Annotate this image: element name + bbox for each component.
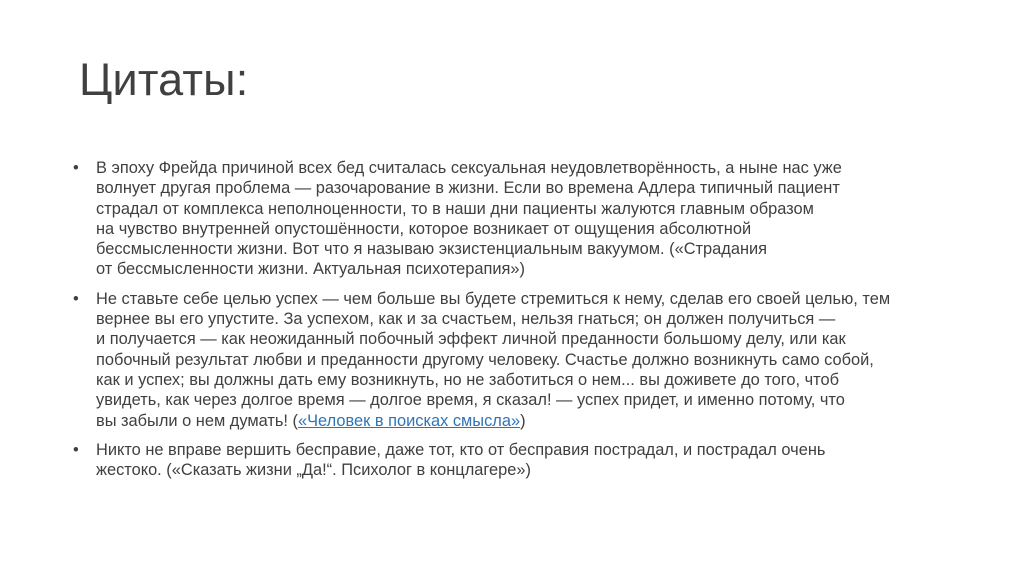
quote-line: Никто не вправе вершить бесправие, даже тот, кто от бесправия пострадал, и пострадал очень (96, 440, 826, 459)
quote-item (73, 289, 963, 431)
bullet-dot: • (73, 159, 79, 177)
quote-line-last (96, 411, 963, 431)
quote-line: жестоко. («Сказать жизни „Да!“. Психолог в концлагере») (96, 461, 531, 480)
quote-line-suffix: ) (520, 411, 526, 430)
quote-line: увидеть, как через долгое время — долгое время, я сказал! — успех придет, и именно потому, что (96, 391, 845, 410)
quote-line: бессмысленности жизни. Вот что я называю экзистенциальным вакуумом. («Страдания (96, 240, 768, 259)
book-link[interactable]: «Человек в поисках смысла» (298, 411, 521, 430)
quote-item (73, 440, 963, 481)
bullet-dot: • (73, 440, 79, 459)
quote-line: от бессмысленности жизни. Актуальная психотерапия») (96, 260, 525, 279)
quote-line: вернее вы его упустите. За успехом, как и за счастьем, нельзя гнаться; он должен получиться — (96, 310, 836, 329)
slide-title: Цитаты: (79, 54, 249, 105)
quote-line: страдал от комплекса неполноценности, то в наши дни пациенты жалуются главным образом (96, 199, 814, 218)
bullet-dot: • (73, 289, 79, 308)
quote-line-prefix: вы забыли о нем думать! ( (96, 411, 298, 430)
quote-list (73, 158, 963, 489)
quote-line: и получается — как неожиданный побочный эффект личной преданности большому делу, или как (96, 330, 846, 349)
quote-line: В эпоху Фрейда причиной всех бед считалась сексуальная неудовлетворённость, а ныне нас уже (96, 159, 842, 177)
quote-line: побочный результат любви и преданности другому человеку. Счастье должно возникнуть само собой, (96, 350, 874, 369)
quote-line: волнует другая проблема — разочарование в жизни. Если во времена Адлера типичный пациент (96, 179, 840, 198)
quote-item (73, 158, 963, 280)
quote-line: Не ставьте себе целью успех — чем больше вы будете стремиться к нему, сделав его своей целью, тем (96, 289, 891, 308)
quote-line: на чувство внутренней опустошённости, которое возникает от ощущения абсолютной (96, 219, 752, 238)
quote-line: как и успех; вы должны дать ему возникнуть, но не заботиться о нем... вы доживете до того, чтоб (96, 370, 839, 389)
